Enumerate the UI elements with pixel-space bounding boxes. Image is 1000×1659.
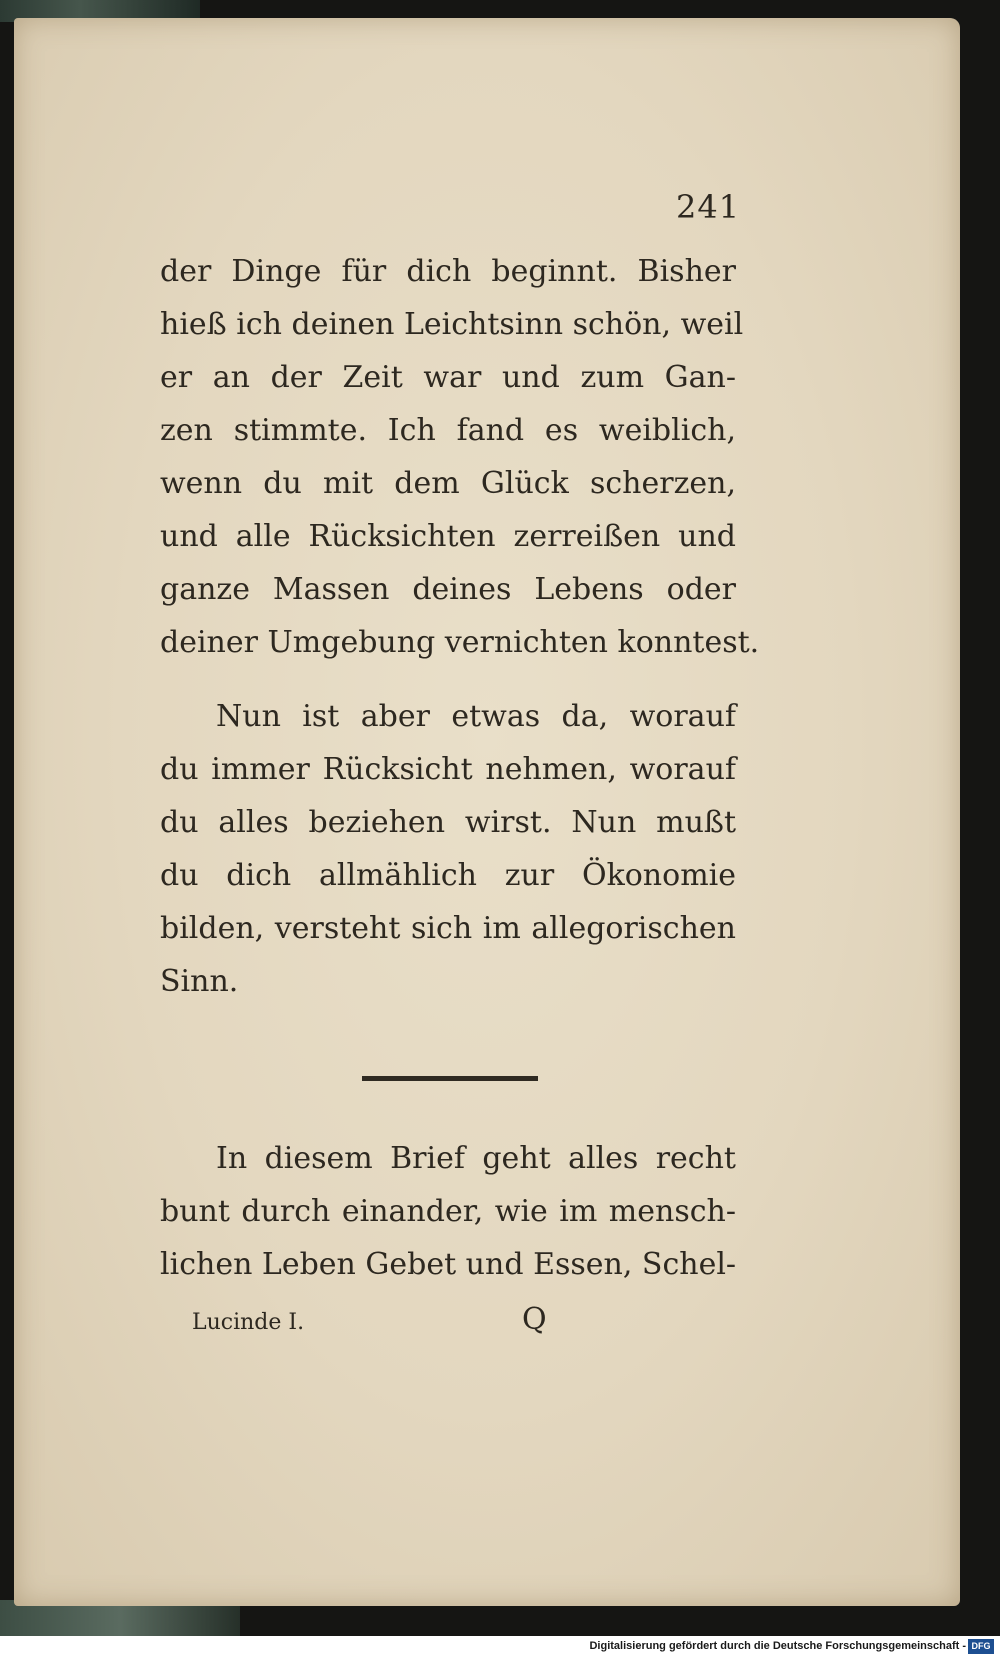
text-line: wenn du mit dem Glück scherzen, [160,466,736,501]
page-number: 241 [676,188,741,226]
text-line: du immer Rücksicht nehmen, worauf [160,752,736,787]
text-line: deiner Umgebung vernichten konntest. [160,625,760,660]
text-line: du alles beziehen wirst. Nun mußt [160,805,736,840]
text-line: ganze Massen deines Lebens oder [160,572,736,607]
section-divider [362,1076,538,1081]
text-line: Nun ist aber etwas da, worauf [216,699,736,734]
text-line: du dich allmählich zur Ökonomie [160,858,736,893]
text-line: bunt durch einander, wie im mensch- [160,1194,736,1229]
text-line: In diesem Brief geht alles recht [216,1141,736,1176]
footer-bar [0,1636,1000,1659]
text-line: und alle Rücksichten zerreißen und [160,519,736,554]
footer-credit: Digitalisierung gefördert durch die Deutsche Forschungsgemeinschaft - [589,1640,966,1652]
signature-letter: Q [522,1302,547,1337]
signature-mark: Lucinde I. [192,1310,305,1335]
text-line: lichen Leben Gebet und Essen, Schel- [160,1247,737,1282]
text-line: er an der Zeit war und zum Gan- [160,360,736,395]
text-line: Sinn. [160,964,239,999]
text-line: zen stimmte. Ich fand es weiblich, [160,413,736,448]
dfg-logo-icon: DFG [968,1639,994,1654]
text-line: der Dinge für dich beginnt. Bisher [160,254,736,289]
text-line: bilden, versteht sich im allegorischen [160,911,736,946]
text-line: hieß ich deinen Leichtsinn schön, weil [160,307,744,342]
